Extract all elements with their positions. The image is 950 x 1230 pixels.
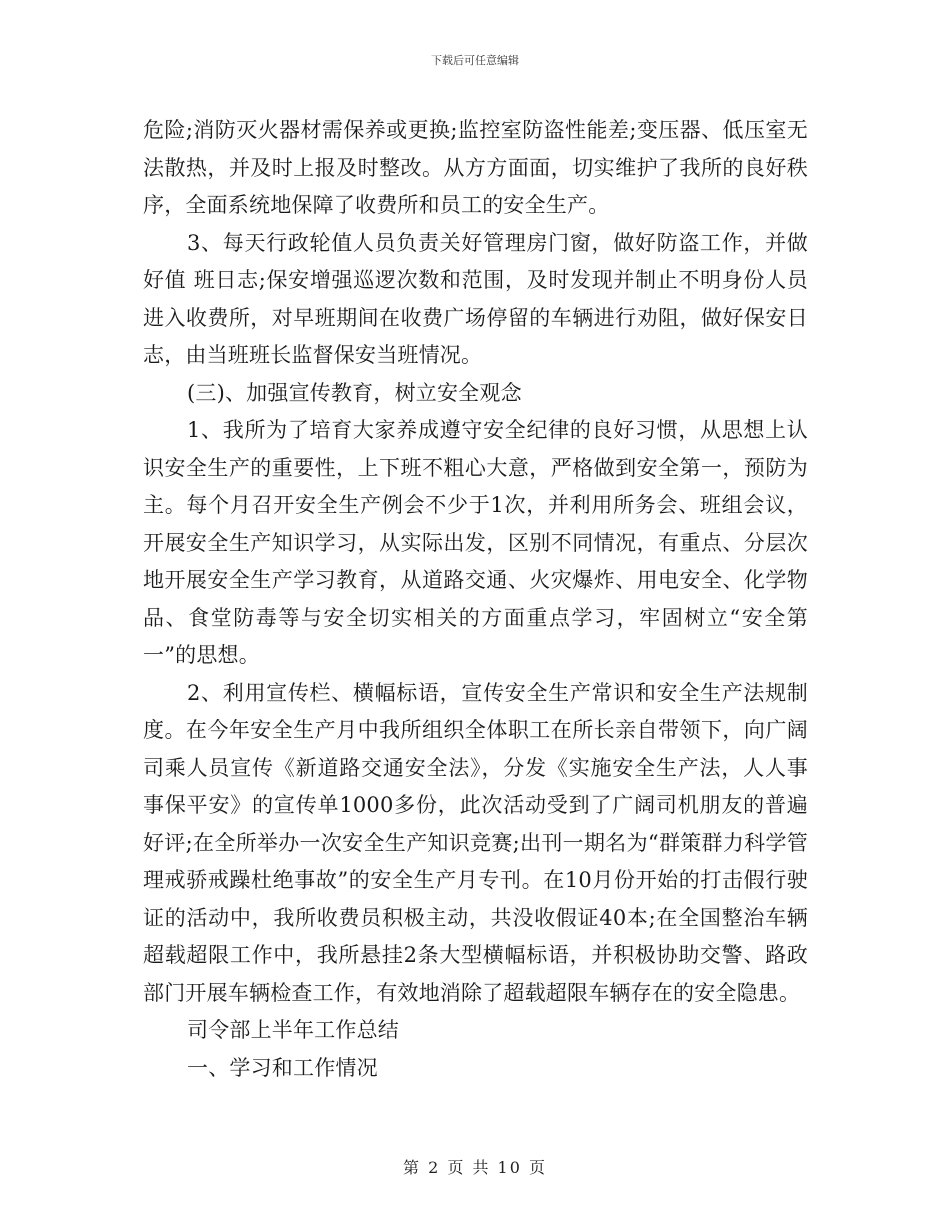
paragraph-4: 1、我所为了培育大家养成遵守安全纪律的良好习惯，从思想上认识安全生产的重要性，上下班不粗心大意，严格做到安全第一，预防为主。每个月召开安全生产例会不少于1次，并利用所务会、班组会议，开展安全生产知识学习，从实际出发，区别不同情况，有重点、分层次地开展安全生产学习教育，从道路交通、火灾爆炸、用电安全、化学物品、食堂防毒等与安全切实相关的方面重点学习，牢固树立“安全第一”的思想。 xyxy=(143,418,808,667)
section-heading-1: 一、学习和工作情况 xyxy=(187,1055,378,1080)
paragraph-1: 危险;消防灭火器材需保养或更换;监控室防盗性能差;变压器、低压室无法散热，并及时上报及时整改。从方方面面，切实维护了我所的良好秩序，全面系统地保障了收费所和员工的安全生产。 xyxy=(143,118,808,217)
page-footer: 第 2 页 共 10 页 xyxy=(403,1158,547,1177)
paragraph-5: 2、利用宣传栏、横幅标语，宣传安全生产常识和安全生产法规制度。在今年安全生产月中我所组织全体职工在所长亲自带领下，向广阔司乘人员宣传《新道路交通安全法》，分发《实施安全生产法，人人事事保平安》的宣传单1000多份，此次活动受到了广阔司机朋友的普遍好评;在全所举办一次安全生产知识竞赛;出刊一期名为“群策群力科学管理戒骄戒躁杜绝事故”的安全生产月专刊。在10月份开始的打击假行驶证的活动中，我所收费员积极主动，共没收假证40本;在全国整治车辆超载超限工作中，我所悬挂2条大型横幅标语，并积极协助交警、路政部门开展车辆检查工作，有效地消除了超载超限车辆存在的安全隐患。 xyxy=(143,680,808,1005)
document-body xyxy=(143,112,808,1087)
section-heading-3: (三)、加强宣传教育，树立安全观念 xyxy=(187,380,522,405)
paragraph-2: 3、每天行政轮值人员负责关好管理房门窗，做好防盗工作，并做好值 班日志;保安增强巡逻次数和范围，及时发现并制止不明身份人员进入收费所，对早班期间在收费广场停留的车辆进行劝阻，做好保安日志，由当班班长监督保安当班情况。 xyxy=(143,230,808,367)
page-header: 下载后可任意编辑 xyxy=(431,54,519,67)
document-subtitle: 司令部上半年工作总结 xyxy=(187,1018,399,1042)
